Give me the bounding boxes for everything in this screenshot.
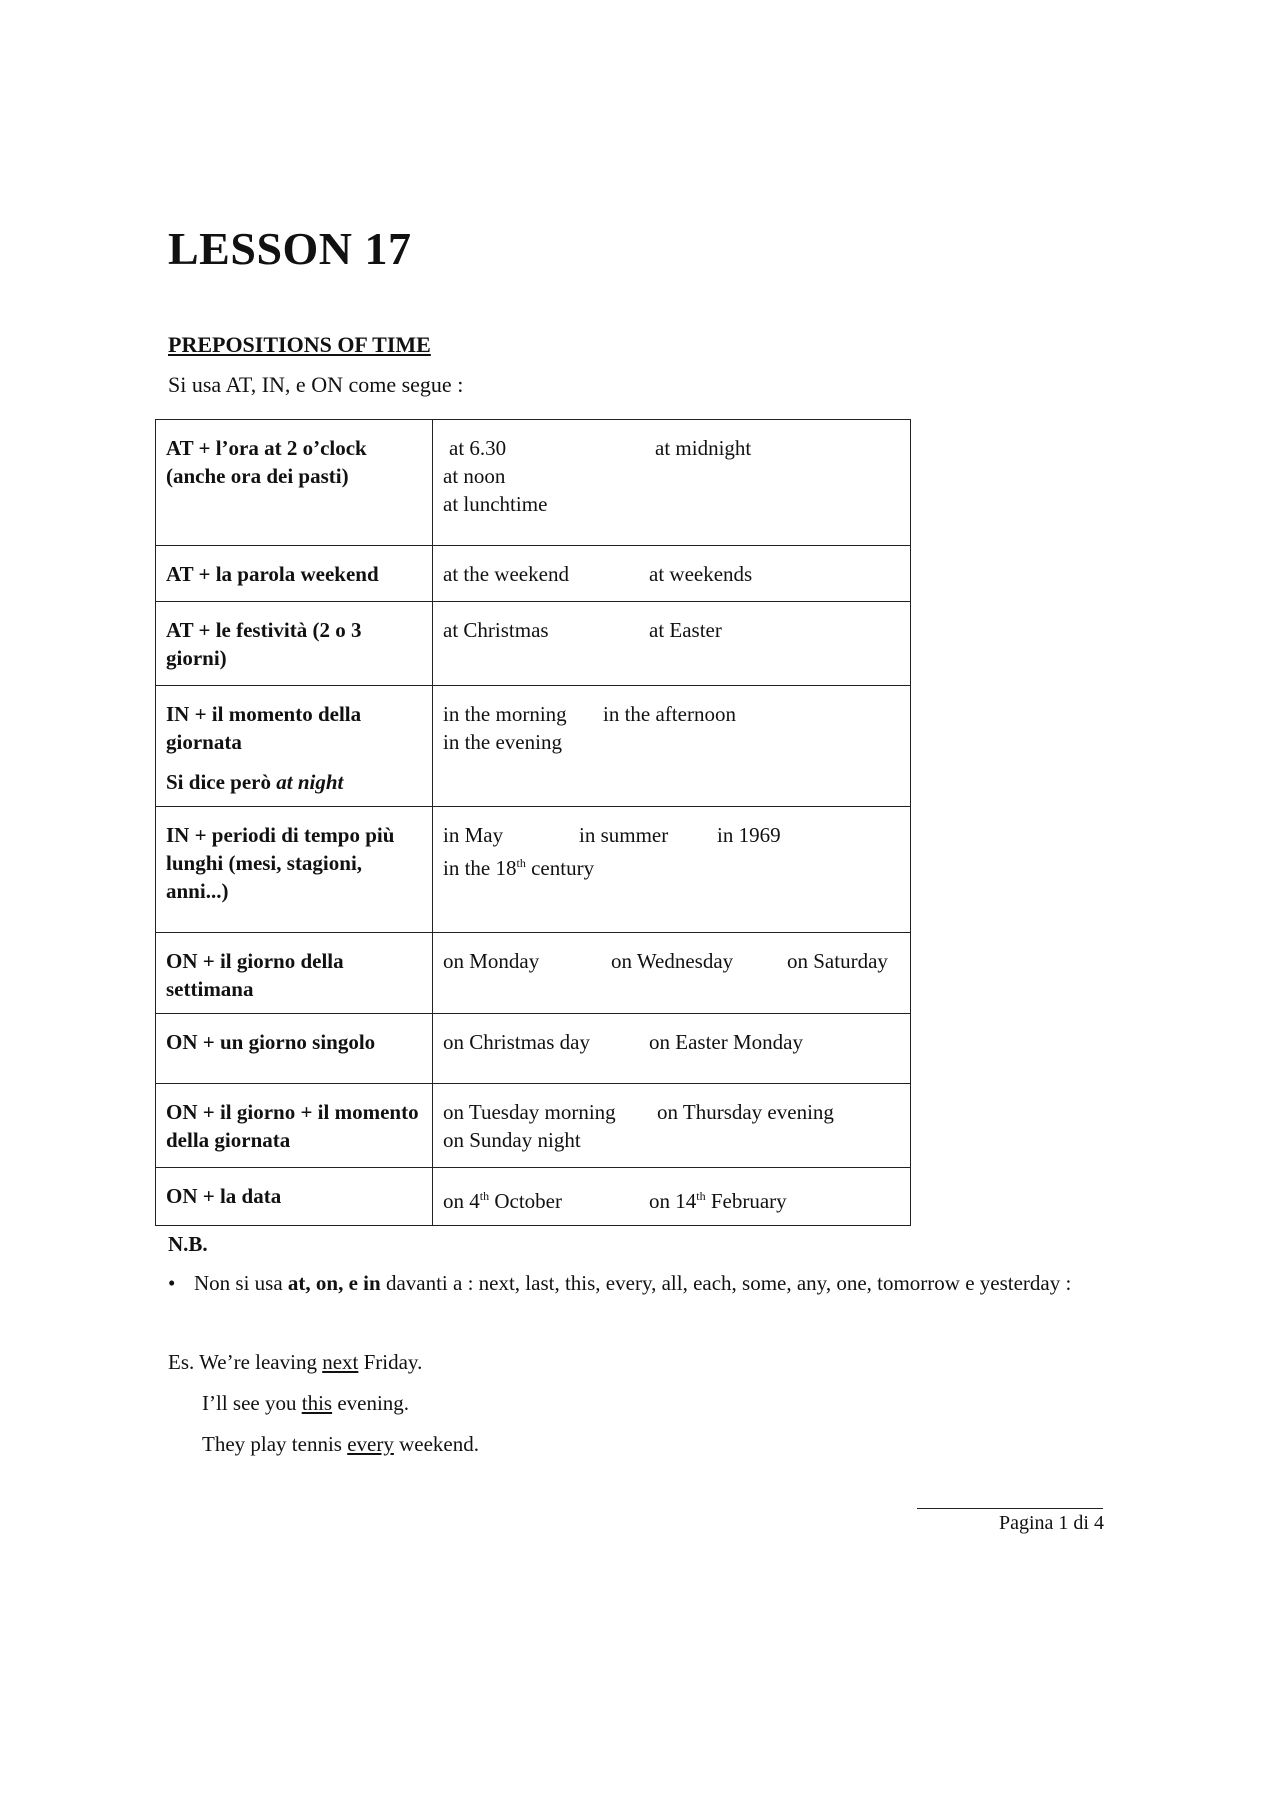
example-item: in the evening xyxy=(443,730,562,754)
sentence-text: They play tennis xyxy=(202,1432,348,1456)
example-item xyxy=(649,1182,787,1215)
ordinal-suffix: th xyxy=(516,856,526,870)
footer-divider xyxy=(917,1508,1103,1509)
nb-bullet xyxy=(168,1262,1104,1304)
example-item: at noon xyxy=(443,464,506,488)
rule-cell xyxy=(156,686,433,807)
example-item: at 6.30 xyxy=(449,436,507,460)
rule-cell: AT + l’ora at 2 o’clock (anche ora dei pasti) xyxy=(156,420,433,546)
underlined-word: this xyxy=(301,1391,333,1415)
example-text: century xyxy=(525,856,595,880)
examples-cell xyxy=(433,1084,911,1168)
rule-note-prefix: Si dice però xyxy=(166,770,277,794)
sentence-text: evening. xyxy=(332,1391,410,1415)
example-item: in the morning xyxy=(443,702,567,726)
example-item: on Tuesday morning xyxy=(443,1100,616,1124)
nb-rest: davanti a : next, last, this, every, all, each, some, any, one, tomorrow e yesterday : xyxy=(380,1271,1072,1295)
example-item: at Christmas xyxy=(443,618,549,642)
example-sentence xyxy=(168,1383,479,1424)
example-item: on Saturday xyxy=(787,949,888,973)
nb-prepositions: at, on, e in xyxy=(287,1271,381,1295)
example-item: on Thursday evening xyxy=(657,1100,834,1124)
rule-note-emphasis: at night xyxy=(276,770,344,794)
example-item: on Sunday night xyxy=(443,1128,581,1152)
table-row xyxy=(156,1014,911,1084)
section-heading: PREPOSITIONS OF TIME xyxy=(168,332,431,357)
rule-cell: ON + il giorno + il momento della giornata xyxy=(156,1084,433,1168)
ordinal-suffix: th xyxy=(696,1189,706,1203)
table-row xyxy=(156,807,911,933)
table-row xyxy=(156,1084,911,1168)
underlined-word: next xyxy=(322,1350,359,1374)
example-sentence xyxy=(168,1424,479,1465)
intro-text: Si usa AT, IN, e ON come segue : xyxy=(168,372,464,397)
example-text: in the 18 xyxy=(443,856,517,880)
table-row xyxy=(156,933,911,1014)
example-item: in 1969 xyxy=(717,823,781,847)
example-text: on 14 xyxy=(649,1189,697,1213)
example-item: in May xyxy=(443,823,504,847)
ordinal-suffix: th xyxy=(479,1189,490,1203)
table-row xyxy=(156,420,911,546)
page-title: LESSON 17 xyxy=(168,223,412,274)
rule-cell: ON + il giorno della settimana xyxy=(156,933,433,1014)
table-row xyxy=(156,602,911,686)
example-item: in summer xyxy=(579,823,669,847)
examples-cell xyxy=(433,420,911,546)
table-row xyxy=(156,686,911,807)
rule-cell: IN + periodi di tempo più lunghi (mesi, stagioni, anni...) xyxy=(156,807,433,933)
nb-label: N.B. xyxy=(168,1232,208,1256)
example-item: at Easter xyxy=(649,618,722,642)
examples-cell xyxy=(433,1014,911,1084)
sentence-text: Es. We’re leaving xyxy=(168,1350,323,1374)
example-sentences xyxy=(168,1342,479,1465)
table-row xyxy=(156,1168,911,1226)
example-item: in the afternoon xyxy=(603,702,736,726)
example-text: February xyxy=(705,1189,787,1213)
example-item: on Easter Monday xyxy=(649,1030,803,1054)
sentence-text: weekend. xyxy=(393,1432,479,1456)
example-item xyxy=(443,849,902,882)
examples-cell xyxy=(433,1168,911,1226)
examples-cell xyxy=(433,686,911,807)
rule-text: IN + il momento della giornata xyxy=(166,702,362,754)
rule-cell: AT + la parola weekend xyxy=(156,546,433,602)
examples-cell xyxy=(433,546,911,602)
rule-cell: AT + le festività (2 o 3 giorni) xyxy=(156,602,433,686)
rule-note xyxy=(166,768,424,796)
example-item: at midnight xyxy=(655,436,752,460)
nb-prefix: Non si usa xyxy=(194,1271,288,1295)
example-item: on Christmas day xyxy=(443,1030,590,1054)
page-number: Pagina 1 di 4 xyxy=(999,1512,1104,1534)
example-text: October xyxy=(489,1189,562,1213)
sentence-text: I’ll see you xyxy=(202,1391,302,1415)
example-item: at the weekend xyxy=(443,562,569,586)
example-item xyxy=(443,1182,649,1215)
example-item: at lunchtime xyxy=(443,492,548,516)
nb-bullet-text xyxy=(168,1262,1104,1304)
example-item: at weekends xyxy=(649,562,753,586)
example-item: on Wednesday xyxy=(611,949,734,973)
sentence-text: Friday. xyxy=(358,1350,423,1374)
bullet-icon: • xyxy=(168,1271,176,1295)
example-sentence xyxy=(168,1342,479,1383)
rule-cell: ON + la data xyxy=(156,1168,433,1226)
table-row xyxy=(156,546,911,602)
prepositions-table xyxy=(155,419,911,1226)
underlined-word: every xyxy=(347,1432,394,1456)
example-item: on Monday xyxy=(443,949,540,973)
examples-cell xyxy=(433,602,911,686)
examples-cell xyxy=(433,933,911,1014)
examples-cell xyxy=(433,807,911,933)
example-text: on 4 xyxy=(443,1189,480,1213)
rule-cell: ON + un giorno singolo xyxy=(156,1014,433,1084)
